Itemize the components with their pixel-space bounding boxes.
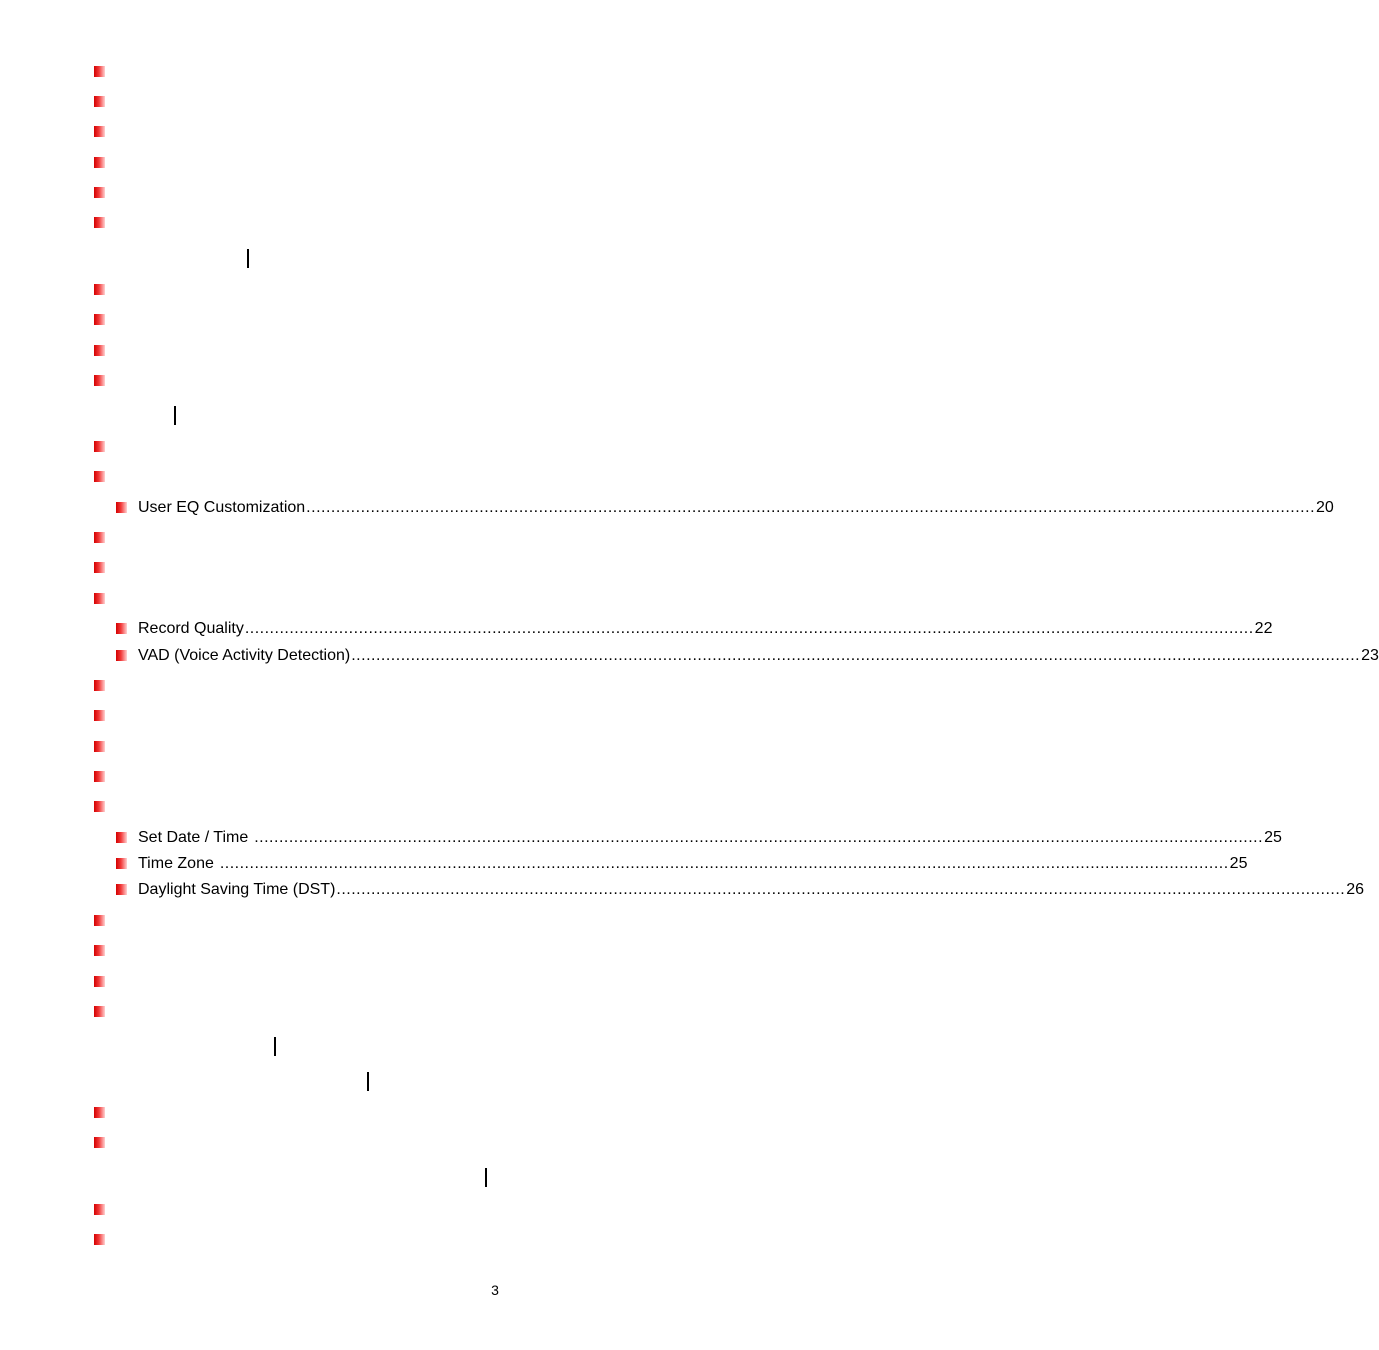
bullet-icon [94, 532, 105, 543]
toc-entry-label: Set Date / Time [138, 829, 249, 846]
bullet-icon [94, 157, 105, 168]
text-cursor-mark [174, 406, 176, 425]
bullet-icon [94, 1107, 105, 1118]
page-number: 3 [491, 1282, 499, 1298]
bullet-icon [94, 771, 105, 782]
bullet-icon [94, 1006, 105, 1017]
bullet-icon [94, 284, 105, 295]
toc-leader-dots: ............................................................................................................................................................................................................ [249, 829, 1264, 846]
text-cursor-mark [274, 1037, 276, 1056]
toc-entry[interactable] [138, 619, 1273, 639]
bullet-icon [94, 562, 105, 573]
text-cursor-mark [485, 1168, 487, 1187]
toc-entry-page: 26 [1346, 881, 1365, 898]
text-cursor-mark [367, 1072, 369, 1091]
toc-entry[interactable] [138, 498, 1334, 518]
bullet-icon [94, 471, 105, 482]
bullet-icon [94, 66, 105, 77]
toc-entry[interactable] [138, 880, 1365, 900]
sub-bullet-icon [116, 650, 127, 661]
sub-bullet-icon [116, 858, 127, 869]
toc-leader-dots: ............................................................................................................................................................................................................ [336, 881, 1346, 898]
sub-bullet-icon [116, 623, 127, 634]
toc-entry-label: User EQ Customization [138, 499, 306, 516]
toc-entry[interactable] [138, 854, 1248, 874]
sub-bullet-icon [116, 502, 127, 513]
toc-leader-dots: ............................................................................................................................................................................................................ [244, 620, 1254, 637]
toc-entry-label: Daylight Saving Time (DST) [138, 881, 336, 898]
sub-bullet-icon [116, 832, 127, 843]
text-cursor-mark [247, 249, 249, 268]
bullet-icon [94, 1204, 105, 1215]
bullet-icon [94, 976, 105, 987]
bullet-icon [94, 680, 105, 691]
toc-entry[interactable] [138, 646, 1379, 666]
toc-entry-page: 22 [1254, 620, 1273, 637]
bullet-icon [94, 801, 105, 812]
bullet-icon [94, 187, 105, 198]
bullet-icon [94, 126, 105, 137]
toc-leader-dots: ............................................................................................................................................................................................................ [306, 499, 1316, 516]
toc-entry-label: Record Quality [138, 620, 244, 637]
toc-leader-dots: ............................................................................................................................................................................................................ [214, 855, 1229, 872]
toc-leader-dots: ............................................................................................................................................................................................................ [351, 647, 1361, 664]
bullet-icon [94, 375, 105, 386]
bullet-icon [94, 314, 105, 325]
toc-entry-page: 23 [1361, 647, 1379, 664]
bullet-icon [94, 710, 105, 721]
bullet-icon [94, 915, 105, 926]
bullet-icon [94, 1137, 105, 1148]
toc-entry-page: 25 [1229, 855, 1248, 872]
toc-entry-page: 25 [1264, 829, 1282, 846]
toc-entry[interactable] [138, 828, 1282, 848]
bullet-icon [94, 741, 105, 752]
bullet-icon [94, 441, 105, 452]
bullet-icon [94, 217, 105, 228]
sub-bullet-icon [116, 884, 127, 895]
toc-entry-label: Time Zone [138, 855, 214, 872]
bullet-icon [94, 945, 105, 956]
bullet-icon [94, 593, 105, 604]
toc-entry-page: 20 [1316, 499, 1334, 516]
bullet-icon [94, 1234, 105, 1245]
bullet-icon [94, 345, 105, 356]
toc-entry-label: VAD (Voice Activity Detection) [138, 647, 351, 664]
bullet-icon [94, 96, 105, 107]
